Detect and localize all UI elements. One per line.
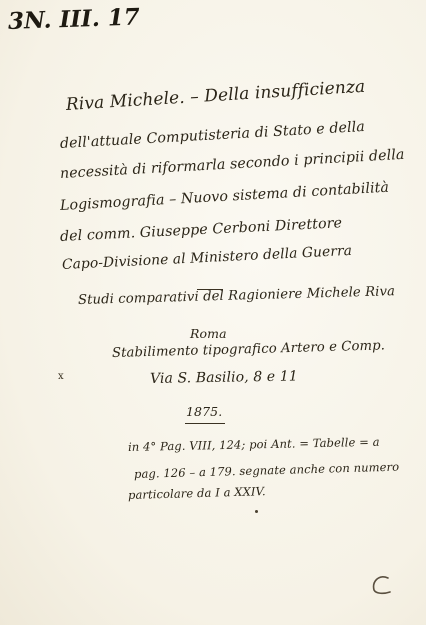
margin-mark: x [58, 371, 64, 382]
address-line: Via S. Basilio, 8 e 11 [149, 368, 298, 387]
place-of-publication: Roma [190, 326, 227, 341]
catalog-number: 3N. III. 17 [7, 3, 141, 35]
ink-dot [255, 510, 258, 513]
description-line-3: particolare da I a XXIV. [127, 484, 266, 502]
separator-rule-2 [185, 423, 225, 424]
subtitle-line: Studi comparativi del Ragioniere Michele Riva [77, 284, 396, 308]
corner-pencil-mark [368, 572, 394, 598]
title-line-2: dell'attuale Computisteria di Stato e della [59, 118, 366, 152]
description-line-1: in 4° Pag. VIII, 124; poi Ant. = Tabelle = a [127, 434, 380, 454]
publisher-line: Stabilimento tipografico Artero e Comp. [111, 338, 386, 361]
title-line-1: Riva Michele. – Della insufficienza [65, 76, 366, 115]
title-line-6: Capo-Divisione al Ministero della Guerra [61, 242, 353, 273]
title-line-4: Logismografia – Nuovo sistema di contabilità [59, 179, 390, 214]
year-line: 1875. [186, 404, 223, 419]
title-line-5: del comm. Giuseppe Cerboni Direttore [59, 215, 343, 245]
description-line-2: pag. 126 – a 179. segnate anche con numero [133, 459, 400, 481]
title-line-3: necessità di riformarla secondo i principii della [59, 146, 405, 182]
